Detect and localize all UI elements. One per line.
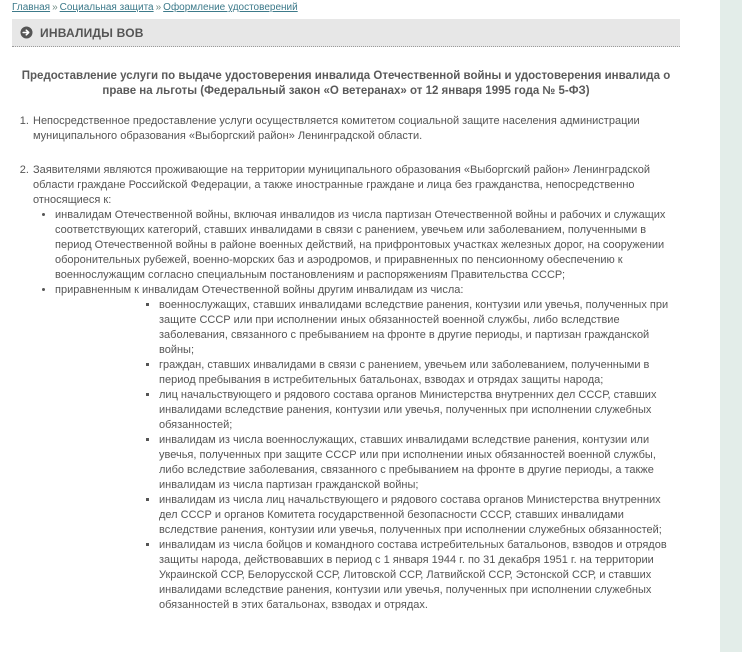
bullet-item-2-text: приравненным к инвалидам Отечественной войны другим инвалидам из числа: (55, 284, 464, 296)
sub-bullet-item: ▪ граждан, ставших инвалидами в связи с ранением, увечьем или заболеванием, полученными в период пребывания в истребительных батальонах, взводах и отрядах защиты народа; (159, 358, 680, 388)
sub-bullet-list (55, 298, 680, 613)
sub-bullet-item: ▪ инвалидам из числа бойцов и командного состава истребительных батальонов, взводов и отрядов защиты народа, действовавших в период с 1 января 1944 г. по 31 декабря 1951 г. на территории Украинской ССР, Белорусской ССР, Литовской ССР, Латвийской ССР, Эстонской ССР, и ставших инвалидами вследствие ранения, контузии или увечья, полученных при исполнении служебных обязанностей в этих батальонах, взводах и отрядах. (159, 538, 680, 613)
main-content (12, 0, 680, 632)
sub-bullet-item: ▪ лиц начальствующего и рядового состава органов Министерства внутренних дел СССР, ставших инвалидами вследствие ранения, контузии или увечья, полученных при исполнении служебных обязанностей; (159, 388, 680, 433)
breadcrumb (12, 0, 680, 14)
sub-bullet-item: ▪ инвалидам из числа лиц начальствующего и рядового состава органов Министерства внутренних дел СССР и органов Комитета государственной безопасности СССР, ставших инвалидами вследствие ранения, контузии или увечья, полученных при исполнении служебных обязанностей; (159, 493, 680, 538)
breadcrumb-link-certificates[interactable]: Оформление удостоверений (163, 2, 298, 13)
document-title: Предоставление услуги по выдаче удостоверения инвалида Отечественной войны и удостоверения инвалида о праве на льготы (Федеральный закон «О ветеранах» от 12 января 1995 года № 5-ФЗ) (21, 70, 671, 97)
list-item-1: 1. Непосредственное предоставление услуги осуществляется комитетом социальной защите населения администрации муниципального образования «Выборгский район» Ленинградской области. (32, 114, 680, 144)
breadcrumb-separator: » (52, 2, 58, 13)
right-background-strip (720, 0, 742, 652)
breadcrumb-separator: » (155, 2, 162, 13)
bullet-list (33, 208, 680, 613)
section-title: ИНВАЛИДЫ ВОВ (40, 25, 144, 40)
breadcrumb-link-social-protection[interactable]: Социальная защита (59, 2, 154, 13)
breadcrumb-link-home[interactable]: Главная (12, 2, 51, 13)
sub-bullet-item: ▪ инвалидам из числа военнослужащих, ставших инвалидами вследствие ранения, контузии или увечья, полученных при защите СССР или при исполнении иных обязанностей военной службы, либо вследствие заболевания, связанного с пребыванием на фронте в другие периоды, а также инвалидам из числа партизан гражданской войны; (159, 433, 680, 493)
sub-bullet-item: ▪ военнослужащих, ставших инвалидами вследствие ранения, контузии или увечья, полученных при защите СССР или при исполнении иных обязанностей военной службы, либо вследствие заболевания, связанного с пребыванием на фронте в другие периоды, и партизан гражданской войны; (159, 298, 680, 358)
arrow-right-circle-icon (20, 26, 33, 39)
bullet-item-1: • инвалидам Отечественной войны, включая инвалидов из числа партизан Отечественной войны и рабочих и служащих соответствующих категорий, ставших инвалидами в связи с ранением, увечьем или заболеванием, полученными в период Отечественной войны в районе военных действий, на прифронтовых участках железных дорог, на сооружении оборонительных рубежей, военно-морских баз и аэродромов, и приравненных по пенсионному обеспечению к военнослужащим согласно специальным постановлениям и распоряжениям Правительства СССР; (55, 208, 680, 283)
list-item-2 (32, 163, 680, 613)
bullet-item-2 (55, 283, 680, 613)
numbered-list (12, 114, 680, 613)
section-header (12, 19, 680, 47)
list-item-2-intro: Заявителями являются проживающие на территории муниципального образования «Выборгский район» Ленинградской области граждане Российской Федерации, а также иностранные граждане и лица без гражданства, непосредственно относящиеся к: (33, 164, 650, 206)
